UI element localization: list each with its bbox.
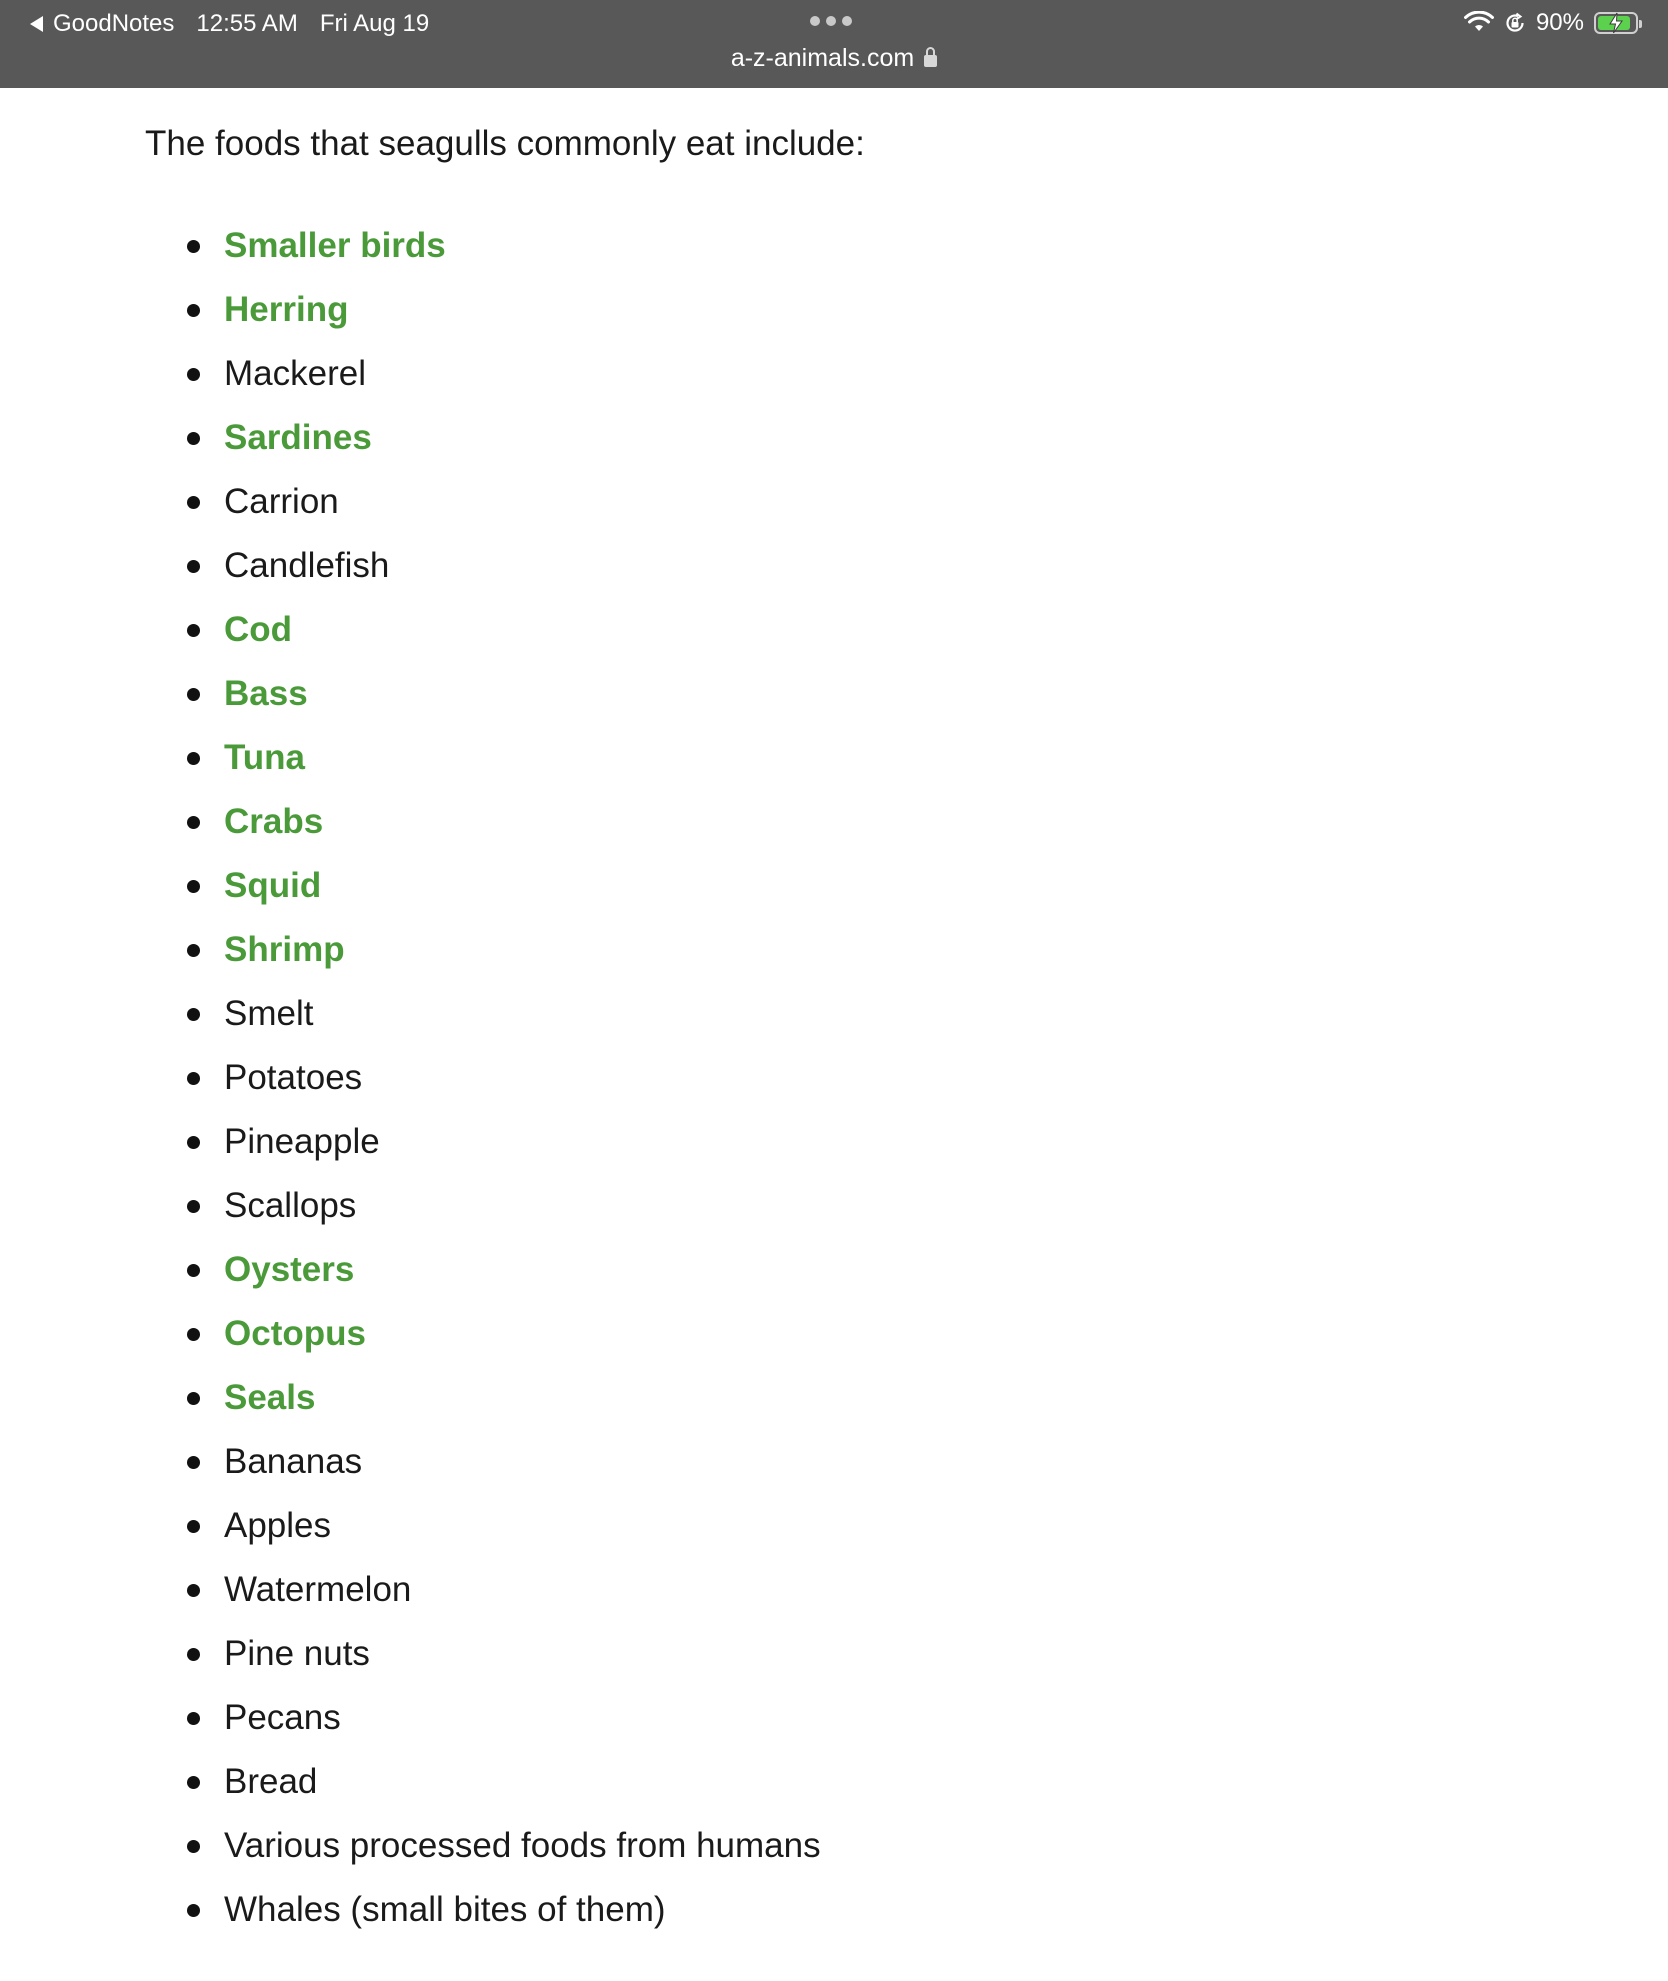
bullet-icon — [187, 880, 200, 893]
food-link[interactable]: Sardines — [224, 418, 372, 457]
bullet-icon — [187, 1584, 200, 1597]
food-label: Scallops — [224, 1186, 357, 1225]
food-label: Pine nuts — [224, 1634, 370, 1673]
food-label: Apples — [224, 1506, 332, 1545]
list-item — [0, 602, 1400, 666]
list-item — [0, 1626, 1400, 1690]
food-label: Whales (small bites of them) — [224, 1890, 666, 1929]
battery-percent: 90% — [1535, 9, 1584, 36]
charging-bolt-icon — [1607, 12, 1625, 34]
wifi-icon — [1464, 11, 1494, 35]
bullet-icon — [187, 1776, 200, 1789]
food-link[interactable]: Herring — [224, 290, 349, 329]
bullet-icon — [187, 1264, 200, 1277]
bullet-icon — [187, 368, 200, 381]
food-label: Bread — [224, 1762, 318, 1801]
food-link[interactable]: Shrimp — [224, 930, 345, 969]
food-link[interactable]: Octopus — [224, 1314, 366, 1353]
lock-icon — [924, 55, 937, 67]
list-item — [0, 1754, 1400, 1818]
bullet-icon — [187, 752, 200, 765]
food-label: Bananas — [224, 1442, 363, 1481]
list-item — [0, 1050, 1400, 1114]
bullet-icon — [187, 1392, 200, 1405]
food-link[interactable]: Squid — [224, 866, 322, 905]
list-item — [0, 474, 1400, 538]
bullet-icon — [187, 944, 200, 957]
list-item — [0, 1818, 1400, 1882]
food-label: Carrion — [224, 482, 339, 521]
list-item — [0, 858, 1400, 922]
bullet-icon — [187, 816, 200, 829]
bullet-icon — [187, 1328, 200, 1341]
food-link[interactable]: Seals — [224, 1378, 316, 1417]
food-label: Various processed foods from humans — [224, 1826, 821, 1865]
food-label: Smelt — [224, 994, 314, 1033]
food-link[interactable]: Smaller birds — [224, 226, 446, 265]
food-list — [0, 218, 1400, 1946]
list-item — [0, 1306, 1400, 1370]
food-label: Candlefish — [224, 546, 390, 585]
bullet-icon — [187, 1712, 200, 1725]
food-link[interactable]: Oysters — [224, 1250, 355, 1289]
url-text: a-z-animals.com — [730, 44, 915, 72]
multitasking-dots-icon[interactable] — [810, 16, 852, 26]
list-item — [0, 218, 1400, 282]
list-item — [0, 1370, 1400, 1434]
battery-icon — [1594, 12, 1638, 34]
list-item — [0, 1882, 1400, 1946]
list-item — [0, 986, 1400, 1050]
list-item — [0, 922, 1400, 986]
bullet-icon — [187, 496, 200, 509]
bullet-icon — [187, 1456, 200, 1469]
food-label: Pecans — [224, 1698, 341, 1737]
back-to-app-button[interactable] — [30, 10, 429, 38]
bullet-icon — [187, 432, 200, 445]
bullet-icon — [187, 1840, 200, 1853]
bullet-icon — [187, 1136, 200, 1149]
food-link[interactable]: Bass — [224, 674, 308, 713]
food-link[interactable]: Crabs — [224, 802, 324, 841]
url-bar[interactable] — [0, 44, 1668, 73]
list-item — [0, 1562, 1400, 1626]
list-item — [0, 1114, 1400, 1178]
bullet-icon — [187, 1200, 200, 1213]
status-bar — [0, 0, 1668, 88]
list-item — [0, 794, 1400, 858]
list-item — [0, 282, 1400, 346]
back-app-label: GoodNotes — [53, 10, 175, 37]
intro-text: The foods that seagulls commonly eat include: — [145, 124, 865, 163]
bullet-icon — [187, 1904, 200, 1917]
bullet-icon — [187, 1008, 200, 1021]
status-date: Fri Aug 19 — [319, 10, 430, 37]
food-label: Mackerel — [224, 354, 366, 393]
food-label: Watermelon — [224, 1570, 412, 1609]
list-item — [0, 410, 1400, 474]
bullet-icon — [187, 560, 200, 573]
food-label: Potatoes — [224, 1058, 363, 1097]
list-item — [0, 346, 1400, 410]
list-item — [0, 1498, 1400, 1562]
bullet-icon — [187, 688, 200, 701]
status-time: 12:55 AM — [196, 10, 298, 37]
bullet-icon — [187, 1520, 200, 1533]
food-link[interactable]: Cod — [224, 610, 293, 649]
list-item — [0, 1242, 1400, 1306]
status-indicators — [1464, 9, 1638, 37]
list-item — [0, 1178, 1400, 1242]
list-item — [0, 538, 1400, 602]
bullet-icon — [187, 240, 200, 253]
food-label: Pineapple — [224, 1122, 380, 1161]
bullet-icon — [187, 304, 200, 317]
bullet-icon — [187, 1072, 200, 1085]
food-link[interactable]: Tuna — [224, 738, 306, 777]
rotation-lock-icon — [1504, 12, 1526, 34]
bullet-icon — [187, 1648, 200, 1661]
list-item — [0, 1434, 1400, 1498]
list-item — [0, 1690, 1400, 1754]
bullet-icon — [187, 624, 200, 637]
list-item — [0, 666, 1400, 730]
list-item — [0, 730, 1400, 794]
back-arrow-icon — [30, 16, 43, 32]
